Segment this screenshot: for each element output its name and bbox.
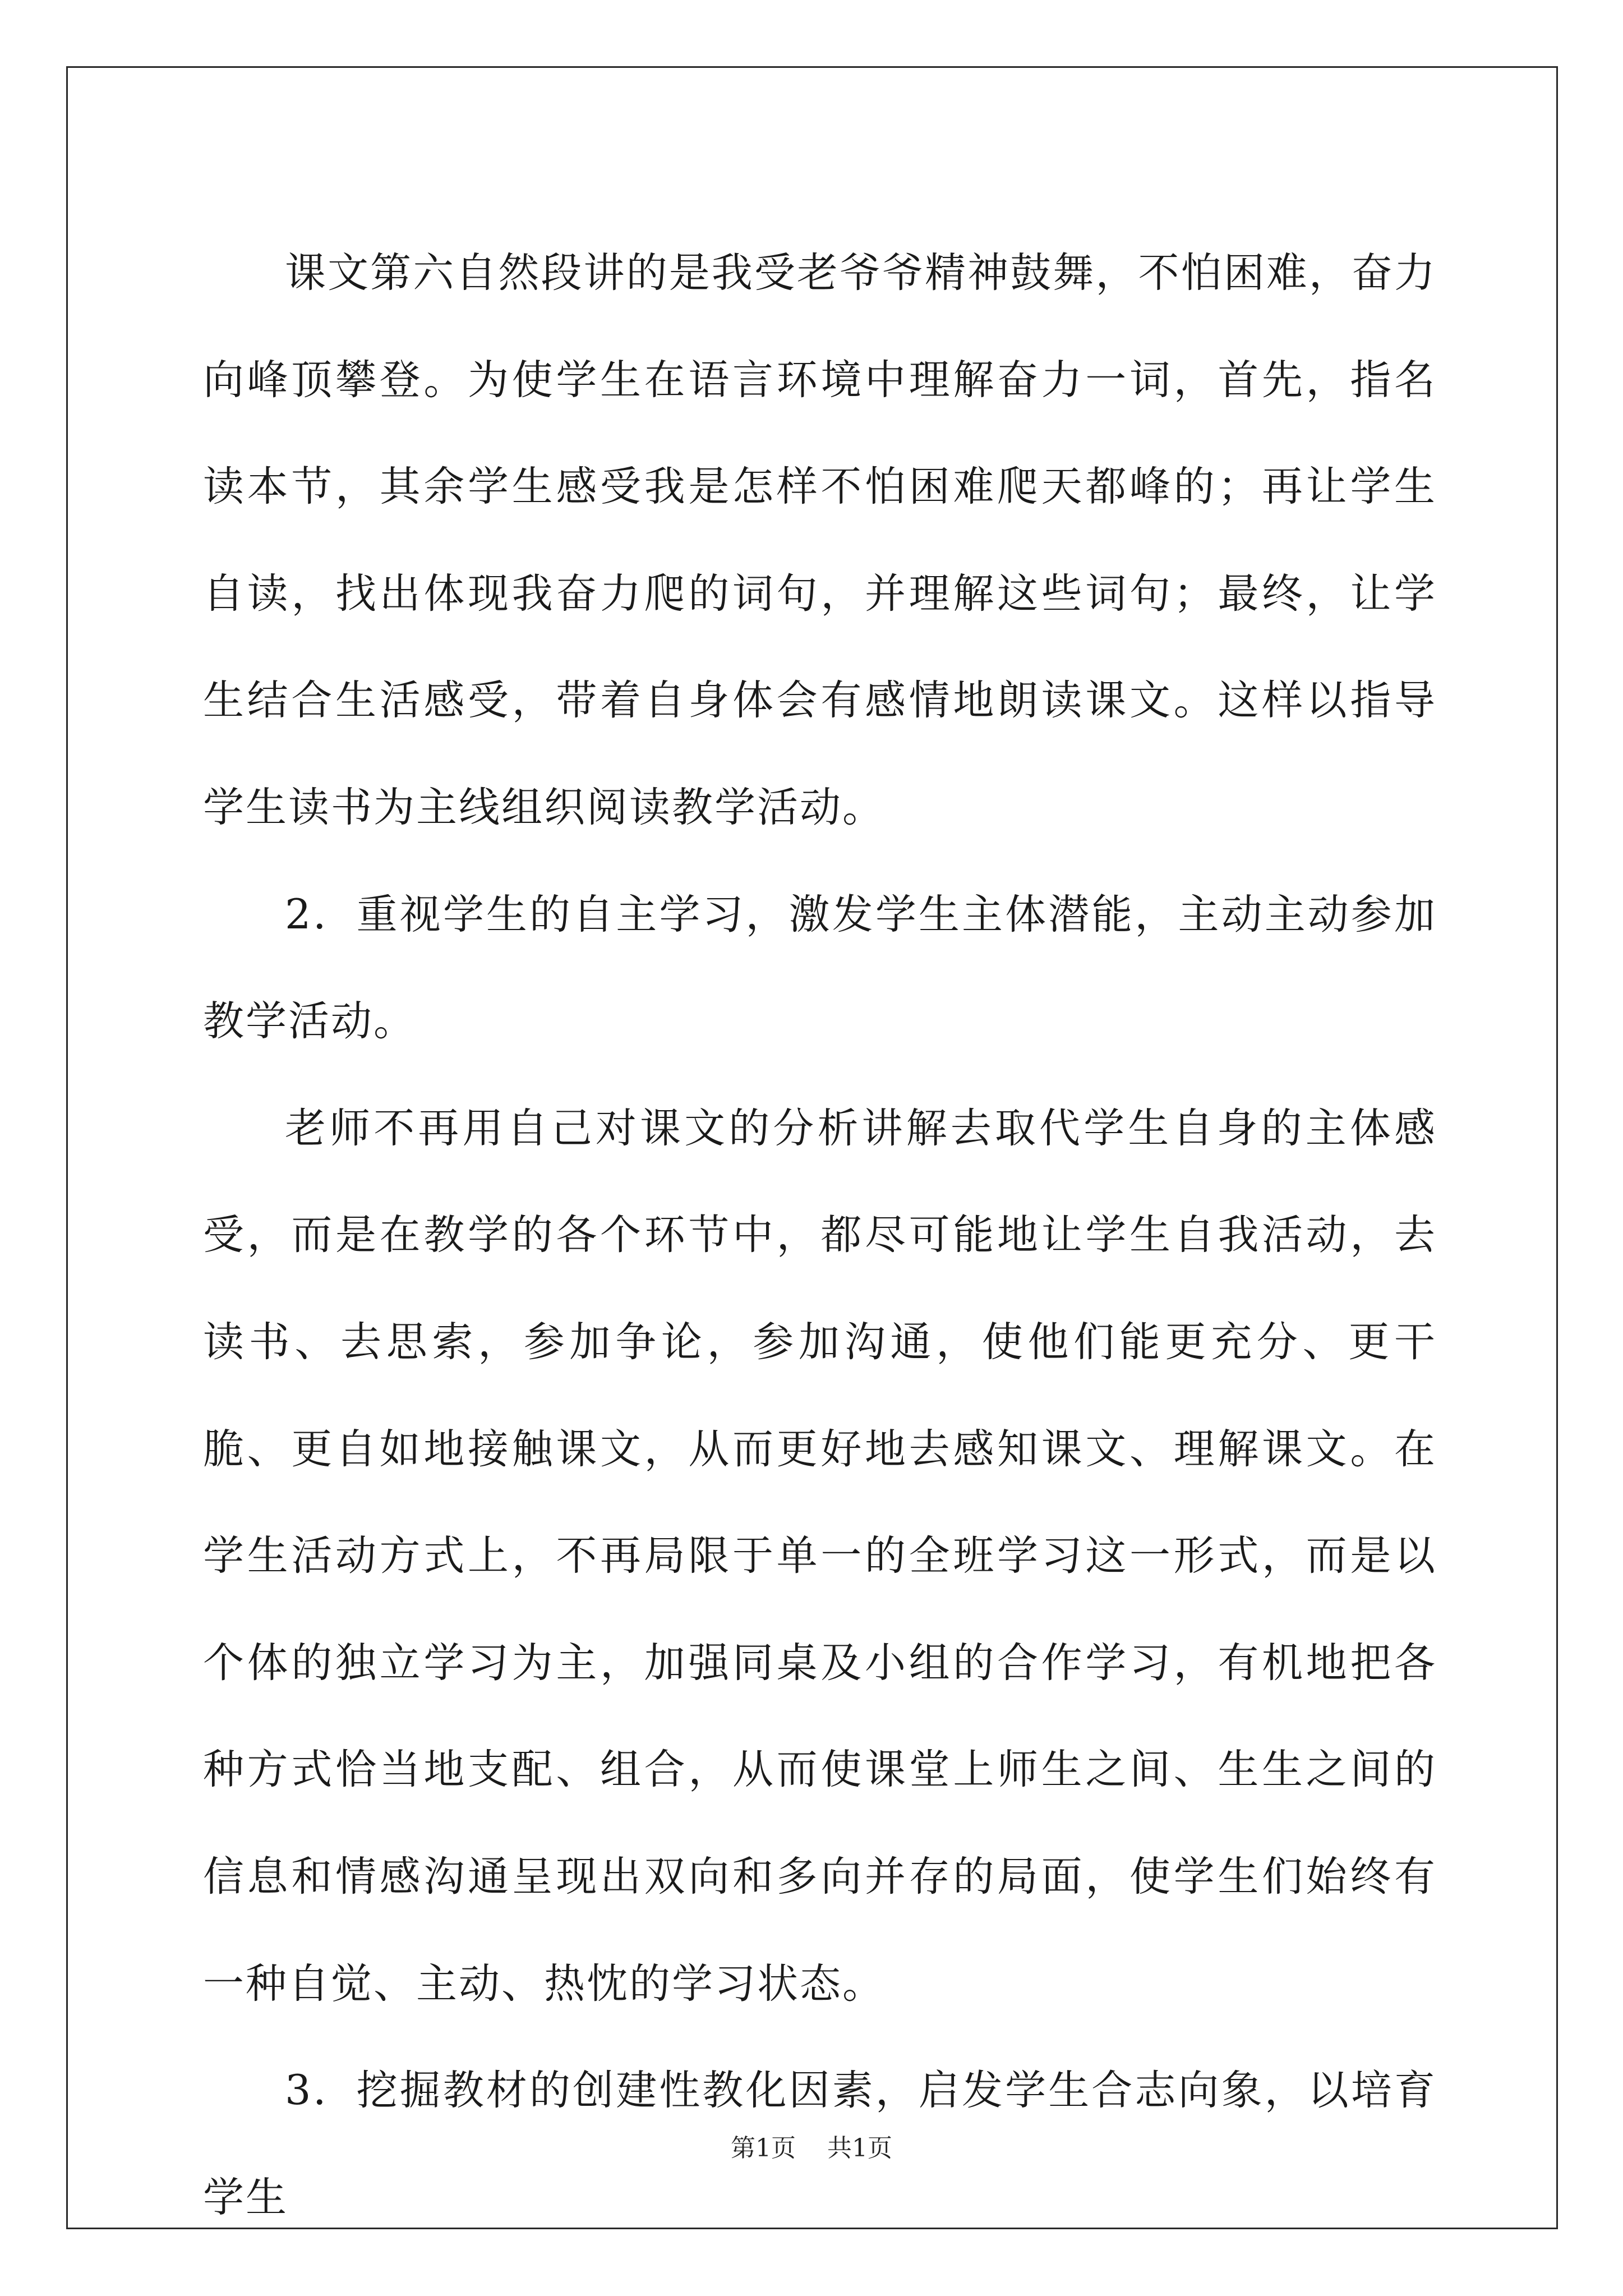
page-total: 共1页 <box>827 2134 892 2162</box>
paragraph-1: 课文第六自然段讲的是我受老爷爷精神鼓舞，不怕困难，奋力向峰顶攀登。为使学生在语言环境中理解奋力一词，首先，指名读本节，其余学生感受我是怎样不怕困难爬天都峰的；再让学生自读，找出体现我奋力爬的词句，并理解这些词句；最终，让学生结合生活感受，带着自身体会有感情地朗读课文。这样以指导学生读书为主线组织阅读教学活动。 <box>203 249 1437 831</box>
document-body <box>203 220 1437 2251</box>
footer-gap <box>796 2134 827 2162</box>
paragraph-3: 老师不再用自己对课文的分析讲解去取代学生自身的主体感受，而是在教学的各个环节中，都尽可能地让学生自我活动，去读书、去思索，参加争论，参加沟通，使他们能更充分、更干脆、更自如地接触课文，从而更好地去感知课文、理解课文。在学生活动方式上，不再局限于单一的全班学习这一形式，而是以个体的独立学习为主，加强同桌及小组的合作学习，有机地把各种方式恰当地支配、组合，从而使课堂上师生之间、生生之间的信息和情感沟通呈现出双向和多向并存的局面，使学生们始终有一种自觉、主动、热忱的学习状态。 <box>203 1104 1437 2008</box>
paragraph-4: 3．挖掘教材的创建性教化因素，启发学生合志向象，以培育学生 <box>203 2067 1437 2221</box>
paragraph-2: 2．重视学生的自主学习，激发学生主体潜能，主动主动参加教学活动。 <box>203 890 1437 1046</box>
page-footer <box>0 2132 1623 2165</box>
page-number: 第1页 <box>731 2134 796 2162</box>
